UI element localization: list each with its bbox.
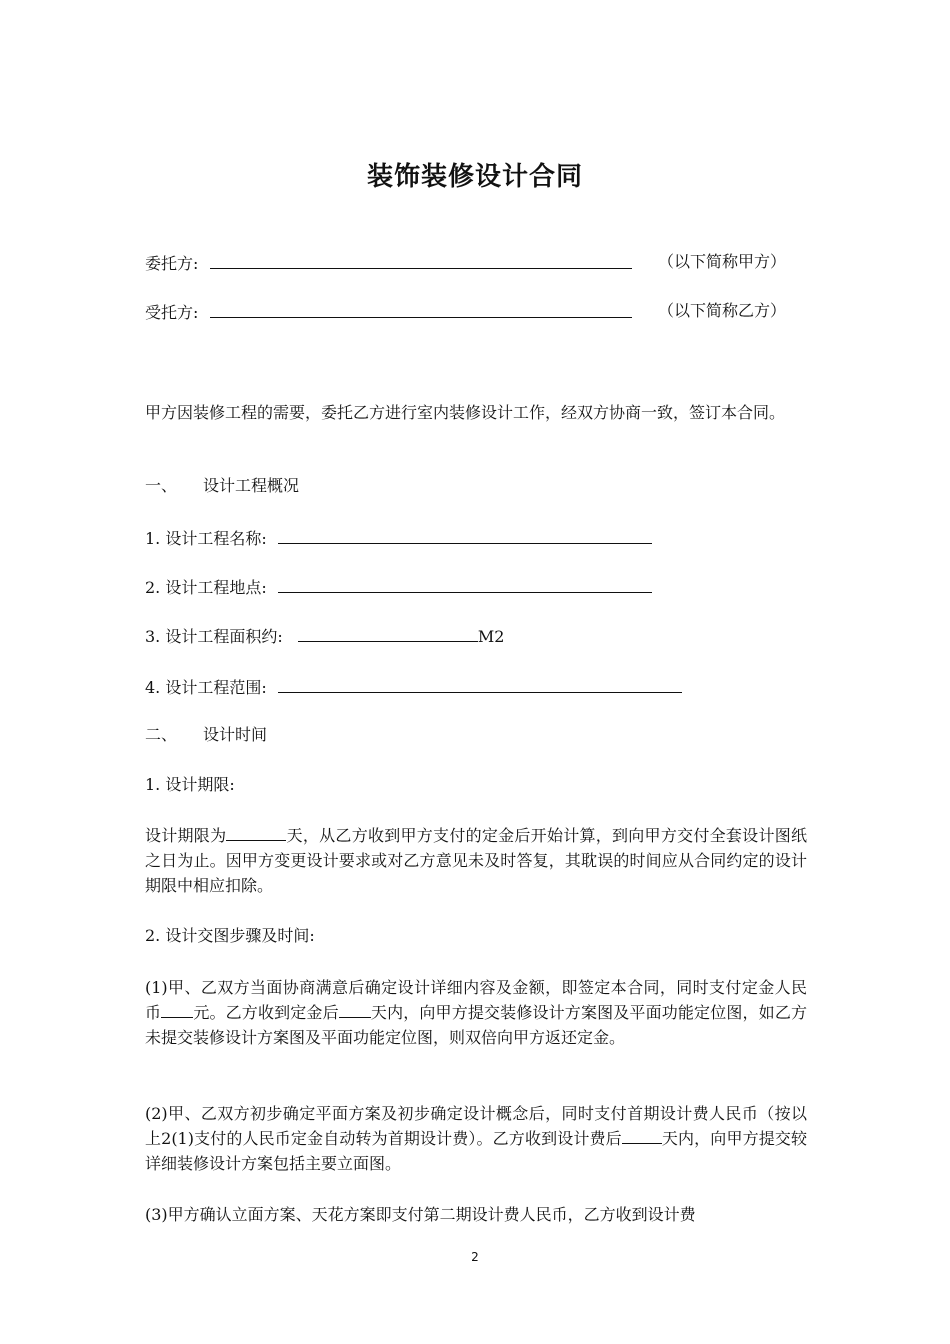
section1-title: 设计工程概况 bbox=[203, 476, 300, 495]
section2-title: 设计时间 bbox=[203, 725, 268, 744]
project-area-line bbox=[145, 625, 504, 647]
project-location-label: 2. 设计工程地点: bbox=[145, 578, 267, 597]
project-scope-line bbox=[145, 676, 682, 698]
step3-paragraph: (3)甲方确认立面方案、天花方案即支付第二期设计费人民币，乙方收到设计费 bbox=[145, 1205, 696, 1224]
contractor-blank[interactable] bbox=[210, 301, 632, 318]
deposit-amount-blank[interactable] bbox=[161, 1002, 193, 1018]
project-name-blank[interactable] bbox=[278, 527, 652, 544]
client-line bbox=[145, 252, 632, 274]
project-name-label: 1. 设计工程名称: bbox=[145, 529, 267, 548]
section2-heading bbox=[145, 725, 267, 745]
project-name-line bbox=[145, 527, 652, 549]
design-period-label: 1. 设计期限: bbox=[145, 775, 235, 794]
step1-text-c: 天内，向甲方提交装修设计方案图及平面功能定位图，如乙方未提交装修设计方案图及平面功能定位图，则双倍向甲方返还定金。 bbox=[145, 1003, 807, 1047]
contractor-line bbox=[145, 301, 632, 323]
client-blank[interactable] bbox=[210, 252, 632, 269]
delivery-steps-label: 2. 设计交图步骤及时间: bbox=[145, 926, 315, 945]
period-days-blank[interactable] bbox=[226, 825, 286, 841]
design-period-paragraph bbox=[145, 823, 807, 898]
page-number: 2 bbox=[471, 1250, 479, 1264]
period-text-a: 设计期限为 bbox=[145, 826, 227, 845]
step2-text-b: 天内，向甲方提交较详细装修设计方案包括主要立面图。 bbox=[145, 1129, 807, 1173]
contractor-note: （以下简称乙方） bbox=[658, 301, 787, 320]
step1-days-blank[interactable] bbox=[339, 1002, 371, 1018]
step2-paragraph bbox=[145, 1101, 807, 1176]
step1-text-a: (1)甲、乙双方当面协商满意后确定设计详细内容及金额，即签定本合同，同时支付定金人民币 bbox=[145, 978, 807, 1022]
project-scope-blank[interactable] bbox=[278, 676, 682, 693]
project-location-line bbox=[145, 576, 652, 598]
step2-text-a: (2)甲、乙双方初步确定平面方案及初步确定设计概念后，同时支付首期设计费人民币（按以上2(1)支付的人民币定金自动转为首期设计费）。乙方收到设计费后 bbox=[145, 1104, 807, 1148]
section1-heading bbox=[145, 476, 299, 496]
contractor-label: 受托方: bbox=[145, 303, 199, 322]
section2-num: 二、 bbox=[145, 725, 178, 744]
intro-paragraph: 甲方因装修工程的需要，委托乙方进行室内装修设计工作，经双方协商一致，签订本合同。 bbox=[145, 403, 786, 422]
project-area-unit: M2 bbox=[477, 627, 505, 646]
client-label: 委托方: bbox=[145, 254, 199, 273]
project-location-blank[interactable] bbox=[278, 576, 652, 593]
contract-title: 装饰装修设计合同 bbox=[366, 162, 583, 192]
period-text-b: 天，从乙方收到甲方支付的定金后开始计算，到向甲方交付全套设计图纸之日为止。因甲方变更设计要求或对乙方意见未及时答复，其耽误的时间应从合同约定的设计期限中相应扣除。 bbox=[145, 826, 807, 895]
step2-days-blank[interactable] bbox=[622, 1128, 662, 1144]
step1-text-b: 元。乙方收到定金后 bbox=[193, 1003, 339, 1022]
section1-num: 一、 bbox=[145, 476, 178, 495]
project-scope-label: 4. 设计工程范围: bbox=[145, 678, 267, 697]
client-note: （以下简称甲方） bbox=[658, 252, 787, 271]
step1-paragraph bbox=[145, 975, 807, 1050]
project-area-blank[interactable] bbox=[298, 625, 478, 642]
project-area-label: 3. 设计工程面积约: bbox=[145, 627, 283, 646]
